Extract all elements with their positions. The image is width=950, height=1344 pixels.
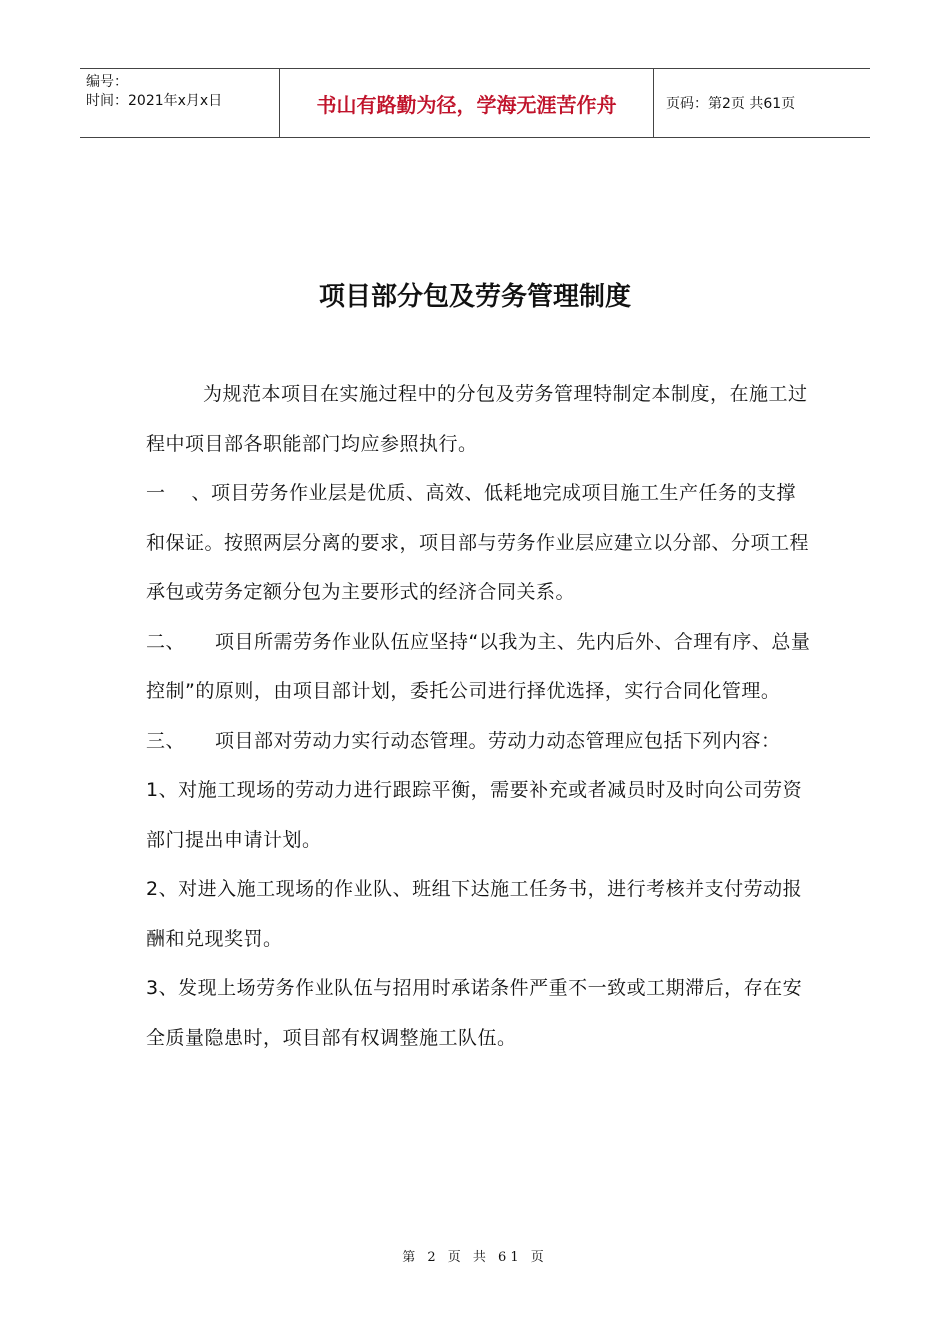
header-page-info: 页码：第2页 共61页 [666,96,796,112]
section-text: 项目部对劳动力实行动态管理。劳动力动态管理应包括下列内容： [215,729,781,752]
header-meta [80,69,280,137]
number-label: 编号： [86,74,128,90]
list-item: 2、对进入施工现场的作业队、班组下达施工任务书，进行考核并支付劳动报酬和兑现奖罚。 [146,878,803,950]
section-text: 项目所需劳务作业队伍应坚持“以我为主、先内后外、合理有序、总量控制”的原则，由项目部计划，委托公司进行择优选择，实行合同化管理。 [146,630,811,702]
section-2 [146,618,811,717]
page-header [80,68,870,138]
page-footer: 第 2 页 共 61 页 [402,1250,548,1265]
list-item: 1、对施工现场的劳动力进行跟踪平衡，需要补充或者减员时及时向公司劳资部门提出申请计划。 [146,779,803,851]
section-1 [146,469,811,618]
header-motto: 书山有路勤为径，学海无涯苦作舟 [280,69,654,137]
section-marker: 一 [146,482,166,504]
document-body [146,370,811,1063]
time-label: 时间：2021年x月x日 [86,93,223,109]
section-marker: 二、 [146,630,186,653]
intro-paragraph: 为规范本项目在实施过程中的分包及劳务管理特制定本制度，在施工过程中项目部各职能部门均应参照执行。 [146,383,808,455]
list-item: 3、发现上场劳务作业队伍与招用时承诺条件严重不一致或工期滞后，存在安全质量隐患时，项目部有权调整施工队伍。 [146,977,803,1049]
section-marker: 三、 [146,729,186,752]
section-3 [146,717,811,767]
document-title: 项目部分包及劳务管理制度 [318,282,631,312]
section-text: 、项目劳务作业层是优质、高效、低耗地完成项目施工生产任务的支撑和保证。按照两层分离的要求，项目部与劳务作业层应建立以分部、分项工程承包或劳务定额分包为主要形式的经济合同关系。 [146,482,810,603]
